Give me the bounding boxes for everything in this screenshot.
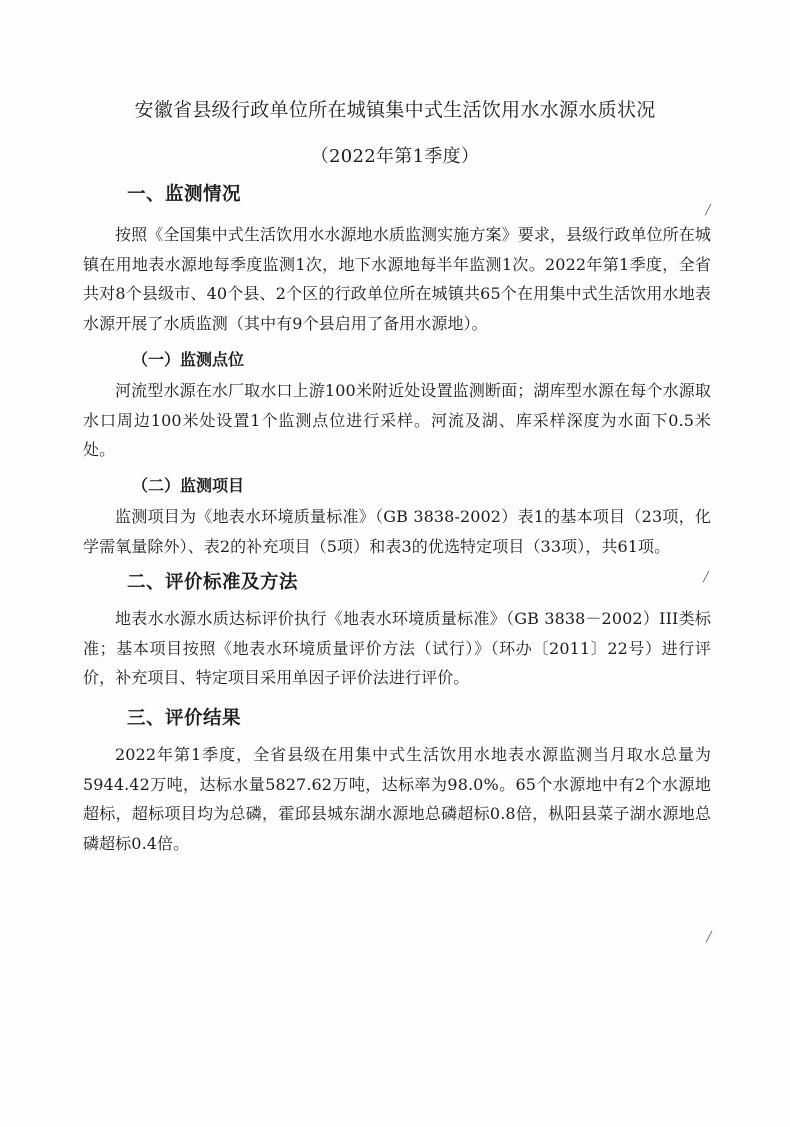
- document-subtitle: （2022年第1季度）: [310, 146, 480, 167]
- subsection-2-text: 监测项目为《地表水环境质量标准》（GB 3838-2002）表1的基本项目（23项，化学需氧量除外）、表2的补充项目（5项）和表3的优选特定项目（33项），共61项。: [83, 507, 711, 556]
- section-1-intro: 按照《全国集中式生活饮用水水源地水质监测实施方案》要求，县级行政单位所在城镇在用地表水源地每季度监测1次，地下水源地每半年监测1次。2022年第1季度，全省共对8个县级市、40个县、2个区的行政单位所在城镇共65个在用集中式生活饮用水地表水源开展了水质监测（其中有9个县启用了备用水源地）。: [83, 225, 711, 333]
- scan-speck: ╱: [703, 572, 710, 583]
- subsection-1-text: 河流型水源在水厂取水口上游100米附近处设置监测断面；湖库型水源在每个水源取水口周边100米处设置1个监测点位进行采样。河流及湖、库采样深度为水面下0.5米处。: [83, 381, 711, 459]
- section-3-text: 2022年第1季度，全省县级在用集中式生活饮用水地表水源监测当月取水总量为5944.42万吨，达标水量5827.62万吨，达标率为98.0%。65个水源地中有2个水源地超标，超标项目均为总磷，霍邱县城东湖水源地总磷超标0.8倍，枞阳县菜子湖水源地总磷超标0.4倍。: [83, 745, 711, 853]
- scan-speck: ╱: [705, 205, 712, 216]
- section-1-heading: 一、监测情况: [127, 184, 242, 205]
- subsection-2-heading: （二）监测项目: [132, 476, 245, 495]
- section-3-heading: 三、评价结果: [127, 708, 242, 729]
- section-2-text: 地表水水源水质达标评价执行《地表水环境质量标准》（GB 3838－2002）III类标准；基本项目按照《地表水环境质量评价方法（试行）》（环办〔2011〕22号）进行评价，补充项目、特定项目采用单因子评价法进行评价。: [83, 609, 711, 687]
- scan-speck: ╱: [706, 932, 713, 943]
- subsection-1-heading: （一）监测点位: [132, 350, 245, 369]
- section-2-heading: 二、评价标准及方法: [127, 572, 299, 593]
- document-title: 安徽省县级行政单位所在城镇集中式生活饮用水水源水质状况: [134, 99, 656, 121]
